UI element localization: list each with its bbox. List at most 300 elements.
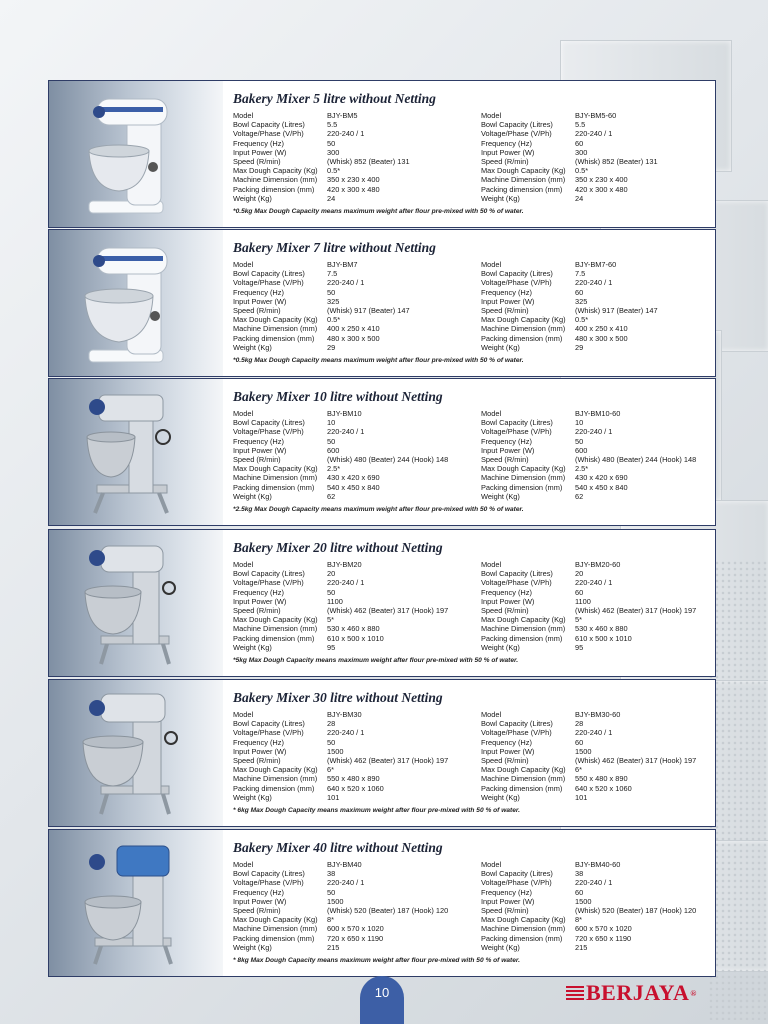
spec-value: 1500 — [575, 746, 592, 756]
spec-label: Frequency (Hz) — [233, 287, 284, 297]
spec-value: 1500 — [575, 896, 592, 906]
spec-label: Voltage/Phase (V/Ph) — [233, 878, 304, 888]
spec-label: Speed (R/min) — [233, 906, 281, 916]
spec-label: Model — [233, 860, 254, 869]
spec-value: 38 — [575, 869, 584, 879]
spec-label: Machine Dimension (mm) — [481, 624, 566, 634]
spec-row — [233, 455, 473, 464]
spec-label: Packing dimension (mm) — [481, 783, 563, 793]
product-card-bm30 — [48, 679, 716, 827]
spec-value: 350 x 230 x 400 — [575, 175, 628, 185]
spec-row — [233, 719, 473, 728]
spec-value: 400 x 250 x 410 — [327, 324, 380, 334]
footnote: * 8kg Max Dough Capacity means maximum weight after flour pre-mixed with 50 % of water. — [233, 957, 520, 964]
spec-label: Machine Dimension (mm) — [233, 473, 318, 483]
spec-label: Max Dough Capacity (Kg) — [233, 166, 318, 176]
spec-label: Speed (R/min) — [233, 455, 281, 465]
spec-row — [233, 915, 473, 924]
spec-label: Bowl Capacity (Litres) — [481, 120, 553, 130]
spec-label: Weight (Kg) — [481, 942, 520, 952]
spec-row — [481, 869, 716, 878]
spec-row — [233, 643, 473, 652]
spec-label: Weight (Kg) — [233, 342, 272, 352]
spec-value: BJY-BM5 — [327, 111, 358, 120]
spec-value: 6* — [327, 765, 334, 775]
brand-name: BERJAYA — [586, 980, 690, 1005]
spec-row — [481, 560, 716, 569]
spec-value: BJY-BM30 — [327, 710, 362, 719]
spec-value: 420 x 300 x 480 — [575, 184, 628, 194]
spec-row — [233, 194, 473, 203]
product-photo — [49, 230, 223, 376]
spec-value: 220-240 / 1 — [575, 129, 613, 139]
spec-row — [481, 784, 716, 793]
spec-value: 480 x 300 x 500 — [327, 333, 380, 343]
spec-value: 350 x 230 x 400 — [327, 175, 380, 185]
spec-row — [481, 427, 716, 436]
spec-row — [233, 260, 473, 269]
spec-value: 5* — [327, 615, 334, 625]
product-title: Bakery Mixer 40 litre without Netting — [233, 840, 443, 855]
spec-label: Machine Dimension (mm) — [481, 473, 566, 483]
spec-row — [481, 915, 716, 924]
spec-row — [233, 606, 473, 615]
spec-value: BJY-BM40-60 — [575, 860, 621, 869]
spec-value: 220-240 / 1 — [575, 878, 613, 888]
spec-value: 50 — [575, 436, 584, 446]
spec-row — [233, 139, 473, 148]
spec-value: 430 x 420 x 690 — [327, 473, 380, 483]
spec-value: 24 — [327, 193, 336, 203]
spec-label: Packing dimension (mm) — [481, 482, 563, 492]
spec-row — [481, 437, 716, 446]
spec-value: 28 — [327, 719, 336, 729]
spec-label: Weight (Kg) — [481, 792, 520, 802]
registered-mark: ® — [690, 988, 697, 998]
spec-value: (Whisk) 462 (Beater) 317 (Hook) 197 — [575, 606, 697, 616]
spec-row — [233, 185, 473, 194]
spec-row — [233, 288, 473, 297]
spec-value: 600 — [327, 445, 340, 455]
spec-row — [481, 464, 716, 473]
spec-table-50hz — [233, 260, 473, 352]
spec-label: Packing dimension (mm) — [481, 333, 563, 343]
spec-value: 640 x 520 x 1060 — [575, 783, 632, 793]
spec-row — [481, 860, 716, 869]
spec-label: Input Power (W) — [481, 596, 535, 606]
spec-label: Speed (R/min) — [233, 306, 281, 316]
spec-label: Speed (R/min) — [233, 157, 281, 167]
spec-row — [481, 897, 716, 906]
spec-label: Max Dough Capacity (Kg) — [233, 615, 318, 625]
spec-row — [481, 934, 716, 943]
spec-label: Frequency (Hz) — [233, 587, 284, 597]
spec-label: Input Power (W) — [233, 296, 287, 306]
spec-value: 60 — [575, 587, 584, 597]
spec-value: BJY-BM30-60 — [575, 710, 621, 719]
spec-value: 7.5 — [327, 269, 338, 279]
spec-row — [233, 860, 473, 869]
spec-row — [233, 473, 473, 482]
spec-label: Max Dough Capacity (Kg) — [233, 464, 318, 474]
spec-value: 50 — [327, 436, 336, 446]
spec-value: 325 — [575, 296, 588, 306]
spec-label: Speed (R/min) — [481, 306, 529, 316]
product-title: Bakery Mixer 5 litre without Netting — [233, 91, 436, 106]
spec-row — [481, 643, 716, 652]
spec-value: 220-240 / 1 — [575, 728, 613, 738]
spec-value: 325 — [327, 296, 340, 306]
spec-label: Voltage/Phase (V/Ph) — [233, 129, 304, 139]
footnote: *0.5kg Max Dough Capacity means maximum weight after flour pre-mixed with 50 % of water. — [233, 357, 524, 364]
spec-value: 10 — [575, 418, 584, 428]
spec-label: Input Power (W) — [233, 147, 287, 157]
spec-row — [481, 343, 716, 352]
spec-value: 215 — [327, 942, 340, 952]
spec-value: 50 — [327, 887, 336, 897]
spec-label: Max Dough Capacity (Kg) — [481, 166, 566, 176]
spec-row — [233, 175, 473, 184]
footnote: * 6kg Max Dough Capacity means maximum weight after flour pre-mixed with 50 % of water. — [233, 807, 520, 814]
spec-table-50hz — [233, 710, 473, 802]
spec-value: 480 x 300 x 500 — [575, 333, 628, 343]
spec-row — [233, 615, 473, 624]
spec-row — [233, 934, 473, 943]
spec-row — [481, 747, 716, 756]
spec-label: Max Dough Capacity (Kg) — [233, 315, 318, 325]
spec-row — [233, 418, 473, 427]
product-photo — [49, 81, 223, 227]
spec-row — [481, 418, 716, 427]
spec-row — [481, 473, 716, 482]
product-card-bm10 — [48, 378, 716, 526]
spec-value: (Whisk) 917 (Beater) 147 — [327, 306, 410, 316]
spec-table-50hz — [233, 409, 473, 501]
spec-label: Max Dough Capacity (Kg) — [233, 765, 318, 775]
spec-table-60hz — [481, 260, 716, 352]
spec-row — [481, 606, 716, 615]
spec-value: 95 — [327, 642, 336, 652]
spec-label: Packing dimension (mm) — [233, 783, 315, 793]
spec-label: Frequency (Hz) — [233, 138, 284, 148]
spec-row — [233, 728, 473, 737]
spec-row — [481, 774, 716, 783]
spec-value: 60 — [575, 737, 584, 747]
spec-label: Frequency (Hz) — [481, 587, 532, 597]
spec-label: Model — [481, 860, 502, 869]
spec-row — [233, 578, 473, 587]
spec-row — [233, 269, 473, 278]
spec-label: Max Dough Capacity (Kg) — [233, 915, 318, 925]
spec-row — [233, 765, 473, 774]
spec-value: 101 — [575, 792, 588, 802]
logo-stripes-icon — [566, 986, 584, 1000]
spec-label: Max Dough Capacity (Kg) — [481, 464, 566, 474]
spec-row — [481, 943, 716, 952]
spec-value: 220-240 / 1 — [327, 129, 365, 139]
spec-row — [233, 446, 473, 455]
spec-value: 28 — [575, 719, 584, 729]
product-photo — [49, 680, 223, 826]
spec-label: Frequency (Hz) — [481, 737, 532, 747]
spec-label: Input Power (W) — [233, 596, 287, 606]
spec-label: Packing dimension (mm) — [233, 933, 315, 943]
spec-row — [481, 906, 716, 915]
spec-value: 62 — [575, 491, 584, 501]
spec-value: 720 x 650 x 1190 — [327, 933, 384, 943]
spec-value: 220-240 / 1 — [327, 278, 365, 288]
spec-value: 101 — [327, 792, 340, 802]
spec-row — [481, 738, 716, 747]
spec-label: Weight (Kg) — [481, 342, 520, 352]
spec-label: Bowl Capacity (Litres) — [233, 869, 305, 879]
spec-row — [481, 175, 716, 184]
spec-label: Packing dimension (mm) — [481, 933, 563, 943]
spec-value: 20 — [575, 569, 584, 579]
spec-row — [481, 597, 716, 606]
spec-value: 60 — [575, 887, 584, 897]
spec-value: 1500 — [327, 896, 344, 906]
spec-label: Frequency (Hz) — [481, 436, 532, 446]
spec-label: Speed (R/min) — [481, 906, 529, 916]
spec-value: BJY-BM7 — [327, 260, 358, 269]
spec-row — [481, 288, 716, 297]
spec-value: (Whisk) 852 (Beater) 131 — [327, 157, 410, 167]
spec-value: 540 x 450 x 840 — [575, 482, 628, 492]
spec-label: Bowl Capacity (Litres) — [481, 869, 553, 879]
spec-row — [481, 194, 716, 203]
spec-value: 0.5* — [575, 315, 589, 325]
spec-label: Model — [233, 560, 254, 569]
spec-row — [233, 784, 473, 793]
spec-value: 640 x 520 x 1060 — [327, 783, 384, 793]
spec-label: Bowl Capacity (Litres) — [481, 269, 553, 279]
spec-label: Machine Dimension (mm) — [481, 774, 566, 784]
spec-value: 5.5 — [327, 120, 338, 130]
spec-label: Frequency (Hz) — [233, 436, 284, 446]
spec-label: Input Power (W) — [481, 296, 535, 306]
spec-label: Weight (Kg) — [233, 193, 272, 203]
spec-row — [233, 906, 473, 915]
spec-value: 29 — [327, 342, 336, 352]
spec-label: Weight (Kg) — [233, 491, 272, 501]
spec-row — [233, 343, 473, 352]
spec-label: Input Power (W) — [481, 746, 535, 756]
spec-label: Machine Dimension (mm) — [481, 924, 566, 934]
spec-label: Input Power (W) — [481, 147, 535, 157]
spec-row — [233, 437, 473, 446]
spec-value: 220-240 / 1 — [327, 427, 365, 437]
spec-row — [481, 409, 716, 418]
spec-table-60hz — [481, 111, 716, 203]
spec-value: 2.5* — [575, 464, 589, 474]
spec-row — [481, 710, 716, 719]
spec-row — [233, 334, 473, 343]
spec-label: Machine Dimension (mm) — [233, 324, 318, 334]
spec-row — [233, 597, 473, 606]
spec-value: 8* — [327, 915, 334, 925]
spec-label: Frequency (Hz) — [233, 887, 284, 897]
spec-row — [233, 166, 473, 175]
spec-row — [481, 765, 716, 774]
spec-value: 20 — [327, 569, 336, 579]
spec-value: BJY-BM5-60 — [575, 111, 617, 120]
spec-row — [481, 924, 716, 933]
spec-value: 530 x 460 x 880 — [575, 624, 628, 634]
spec-label: Packing dimension (mm) — [481, 633, 563, 643]
spec-label: Machine Dimension (mm) — [233, 624, 318, 634]
spec-row — [233, 747, 473, 756]
spec-row — [233, 278, 473, 287]
spec-label: Voltage/Phase (V/Ph) — [481, 427, 552, 437]
spec-row — [481, 793, 716, 802]
spec-value: 220-240 / 1 — [575, 578, 613, 588]
spec-row — [481, 634, 716, 643]
spec-label: Input Power (W) — [481, 896, 535, 906]
spec-label: Model — [233, 111, 254, 120]
spec-row — [481, 334, 716, 343]
spec-value: 0.5* — [327, 166, 341, 176]
spec-value: 7.5 — [575, 269, 586, 279]
spec-value: 38 — [327, 869, 336, 879]
spec-label: Input Power (W) — [233, 896, 287, 906]
spec-value: (Whisk) 462 (Beater) 317 (Hook) 197 — [575, 756, 697, 766]
spec-row — [233, 148, 473, 157]
spec-row — [233, 492, 473, 501]
spec-label: Bowl Capacity (Litres) — [233, 569, 305, 579]
spec-value: 420 x 300 x 480 — [327, 184, 380, 194]
spec-value: 300 — [575, 147, 588, 157]
spec-row — [233, 943, 473, 952]
spec-row — [233, 793, 473, 802]
spec-row — [233, 774, 473, 783]
spec-value: 0.5* — [575, 166, 589, 176]
spec-label: Packing dimension (mm) — [233, 482, 315, 492]
product-photo — [49, 830, 223, 976]
spec-row — [233, 710, 473, 719]
spec-value: 95 — [575, 642, 584, 652]
spec-row — [233, 569, 473, 578]
spec-row — [233, 624, 473, 633]
spec-row — [481, 148, 716, 157]
spec-row — [481, 269, 716, 278]
spec-value: 300 — [327, 147, 340, 157]
spec-label: Model — [233, 260, 254, 269]
spec-label: Packing dimension (mm) — [233, 184, 315, 194]
spec-label: Bowl Capacity (Litres) — [481, 418, 553, 428]
spec-label: Bowl Capacity (Litres) — [481, 719, 553, 729]
spec-label: Weight (Kg) — [233, 942, 272, 952]
spec-value: 29 — [575, 342, 584, 352]
spec-value: 215 — [575, 942, 588, 952]
spec-value: 430 x 420 x 690 — [575, 473, 628, 483]
spec-row — [233, 306, 473, 315]
spec-label: Frequency (Hz) — [481, 887, 532, 897]
spec-row — [233, 888, 473, 897]
spec-label: Voltage/Phase (V/Ph) — [233, 427, 304, 437]
spec-value: 600 x 570 x 1020 — [327, 924, 384, 934]
spec-table-60hz — [481, 860, 716, 952]
spec-value: (Whisk) 462 (Beater) 317 (Hook) 197 — [327, 756, 449, 766]
spec-value: 1100 — [575, 596, 591, 606]
spec-label: Max Dough Capacity (Kg) — [481, 915, 566, 925]
spec-label: Weight (Kg) — [233, 792, 272, 802]
spec-label: Input Power (W) — [233, 746, 287, 756]
spec-value: 10 — [327, 418, 336, 428]
spec-label: Voltage/Phase (V/Ph) — [481, 129, 552, 139]
spec-label: Max Dough Capacity (Kg) — [481, 765, 566, 775]
spec-row — [481, 139, 716, 148]
spec-value: 220-240 / 1 — [327, 728, 365, 738]
spec-label: Input Power (W) — [233, 445, 287, 455]
spec-label: Frequency (Hz) — [481, 138, 532, 148]
spec-value: 550 x 480 x 890 — [575, 774, 628, 784]
spec-value: (Whisk) 480 (Beater) 244 (Hook) 148 — [327, 455, 449, 465]
spec-value: 8* — [575, 915, 582, 925]
spec-row — [233, 111, 473, 120]
spec-table-50hz — [233, 111, 473, 203]
spec-value: 610 x 500 x 1010 — [575, 633, 632, 643]
spec-label: Voltage/Phase (V/Ph) — [233, 578, 304, 588]
spec-label: Speed (R/min) — [233, 756, 281, 766]
spec-row — [481, 728, 716, 737]
spec-label: Speed (R/min) — [481, 157, 529, 167]
page-number: 10 — [360, 976, 404, 1024]
footnote: *2.5kg Max Dough Capacity means maximum weight after flour pre-mixed with 50 % of water. — [233, 506, 524, 513]
spec-label: Frequency (Hz) — [233, 737, 284, 747]
spec-row — [481, 588, 716, 597]
spec-value: 220-240 / 1 — [327, 578, 365, 588]
spec-label: Machine Dimension (mm) — [233, 924, 318, 934]
spec-row — [481, 185, 716, 194]
spec-row — [233, 483, 473, 492]
spec-row — [233, 409, 473, 418]
spec-row — [481, 297, 716, 306]
spec-label: Model — [233, 710, 254, 719]
spec-value: 62 — [327, 491, 336, 501]
spec-value: (Whisk) 852 (Beater) 131 — [575, 157, 658, 167]
spec-value: 5* — [575, 615, 582, 625]
spec-label: Speed (R/min) — [481, 455, 529, 465]
spec-row — [233, 324, 473, 333]
spec-label: Machine Dimension (mm) — [233, 175, 318, 185]
product-card-bm20 — [48, 529, 716, 677]
spec-table-60hz — [481, 710, 716, 802]
spec-row — [233, 738, 473, 747]
spec-row — [481, 315, 716, 324]
product-title: Bakery Mixer 20 litre without Netting — [233, 540, 443, 555]
spec-label: Bowl Capacity (Litres) — [233, 269, 305, 279]
spec-row — [233, 756, 473, 765]
spec-label: Model — [481, 260, 502, 269]
spec-value: 2.5* — [327, 464, 341, 474]
spec-label: Voltage/Phase (V/Ph) — [233, 728, 304, 738]
spec-value: BJY-BM10-60 — [575, 409, 621, 418]
spec-row — [481, 120, 716, 129]
spec-value: 5.5 — [575, 120, 586, 130]
spec-label: Bowl Capacity (Litres) — [233, 719, 305, 729]
spec-value: (Whisk) 520 (Beater) 187 (Hook) 120 — [327, 906, 449, 916]
spec-row — [233, 315, 473, 324]
spec-label: Model — [481, 710, 502, 719]
spec-value: 60 — [575, 138, 584, 148]
spec-row — [233, 878, 473, 887]
spec-row — [481, 756, 716, 765]
spec-value: 1100 — [327, 596, 343, 606]
spec-label: Packing dimension (mm) — [233, 633, 315, 643]
product-card-bm40 — [48, 829, 716, 977]
spec-value: 6* — [575, 765, 582, 775]
